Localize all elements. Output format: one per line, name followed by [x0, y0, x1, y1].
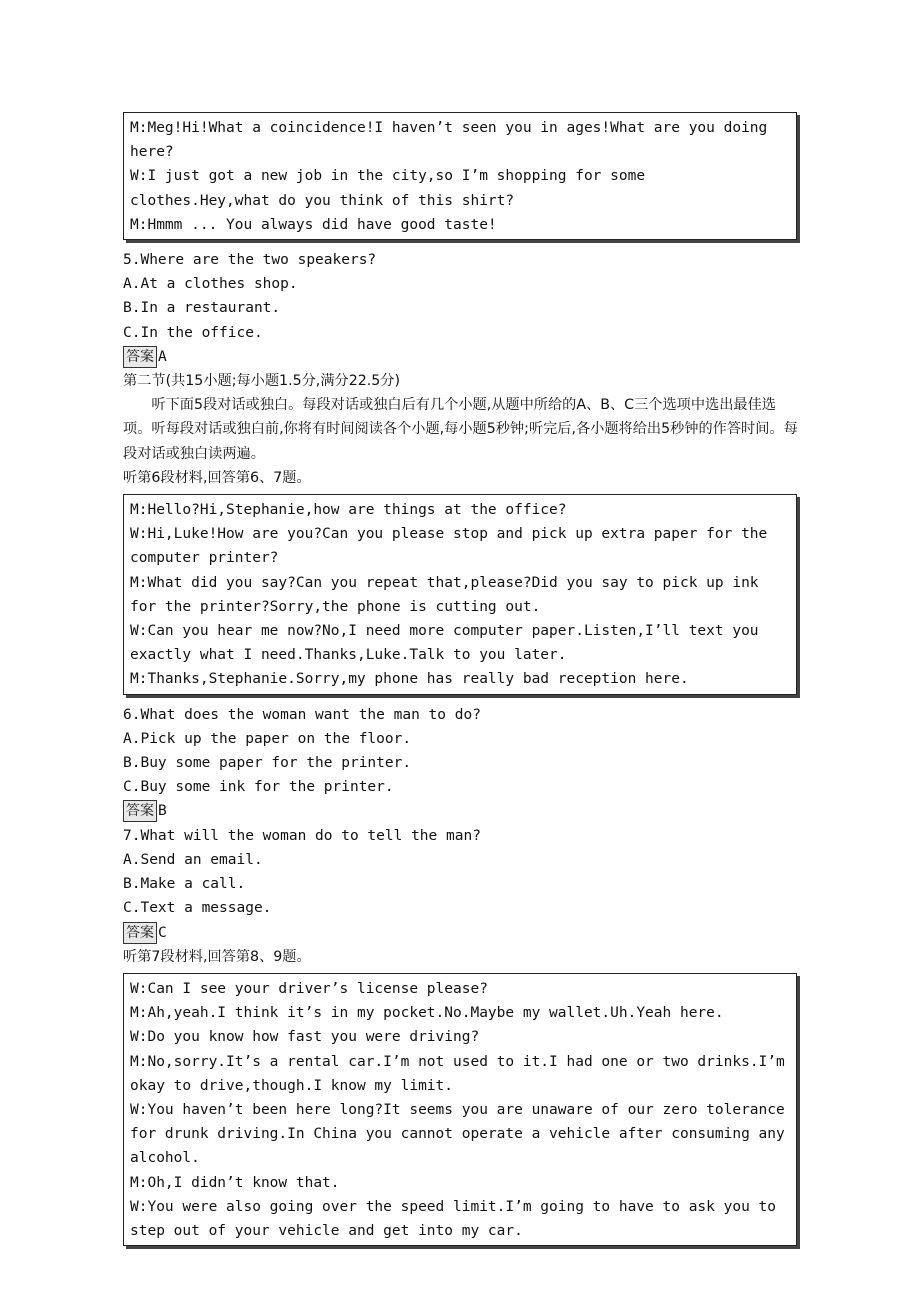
option-b: B.Buy some paper for the printer.: [123, 755, 412, 772]
option-b: B.Make a call.: [123, 876, 246, 893]
answer-row: [123, 345, 803, 369]
option-a: A.Pick up the paper on the floor.: [123, 730, 412, 747]
dialog-line: W:Can you hear me now?No,I need more computer paper.Listen,I’ll text you exactly what I need.Thanks,Luke.Talk to you later.: [130, 623, 768, 664]
answer-value: B: [158, 803, 167, 820]
dialog-line: W:Can I see your driver’s license please?: [130, 980, 488, 997]
dialog-box-1: [123, 112, 797, 240]
question-text: 7.What will the woman do to tell the man?: [123, 827, 481, 844]
option-a: A.At a clothes shop.: [123, 276, 298, 293]
section-title: 第二节(共15小题;每小题1.5分,满分22.5分): [123, 373, 401, 390]
dialog-line: W:I just got a new job in the city,so I’m shopping for some clothes.Hey,what do you think of this shirt?: [130, 168, 654, 209]
option-b: B.In a restaurant.: [123, 300, 281, 317]
dialog-line: W:Do you know how fast you were driving?: [130, 1029, 480, 1046]
answer-label: 答案: [123, 800, 157, 822]
question-7: [123, 824, 803, 945]
option-c: C.Text a message.: [123, 900, 272, 917]
answer-value: A: [158, 348, 167, 365]
dialog-box-6: [123, 494, 797, 695]
dialog-box-7: [123, 973, 797, 1246]
material-heading: 听第6段材料,回答第6、7题。: [123, 469, 311, 486]
section-instructions: 听下面5段对话或独白。每段对话或独白后有几个小题,从题中所给的A、B、C三个选项中选出最佳选项。听每段对话或独白前,你将有时间阅读各个小题,每小题5秒钟;听完后,各小题将给出5秒钟的作答时间。每段对话或独白读两遍。: [123, 397, 798, 462]
material-heading: 听第7段材料,回答第8、9题。: [123, 948, 311, 965]
dialog-line: M:Oh,I didn’t know that.: [130, 1174, 340, 1191]
dialog-line: W:You were also going over the speed limit.I’m going to have to ask you to step out of your vehicle and get into my car.: [130, 1198, 785, 1239]
option-c: C.In the office.: [123, 324, 263, 341]
dialog-line: M:Hmmm ... You always did have good taste!: [130, 216, 497, 233]
dialog-line: M:Thanks,Stephanie.Sorry,my phone has really bad reception here.: [130, 671, 689, 688]
dialog-line: W:You haven’t been here long?It seems you are unaware of our zero tolerance for drunk driving.In China you cannot operate a vehicle after consuming any alcohol.: [130, 1101, 794, 1167]
option-c: C.Buy some ink for the printer.: [123, 779, 394, 796]
answer-row: [123, 799, 803, 823]
option-a: A.Send an email.: [123, 851, 263, 868]
dialog-line: M:Meg!Hi!What a coincidence!I haven’t seen you in ages!What are you doing here?: [130, 120, 777, 161]
dialog-line: W:Hi,Luke!How are you?Can you please stop and pick up extra paper for the computer printer?: [130, 526, 777, 567]
answer-row: [123, 921, 803, 945]
question-6: [123, 703, 803, 824]
dialog-line: M:Hello?Hi,Stephanie,how are things at the office?: [130, 502, 567, 519]
dialog-line: M:What did you say?Can you repeat that,please?Did you say to pick up ink for the printer?Sorry,the phone is cutting out.: [130, 574, 768, 615]
dialog-line: M:No,sorry.It’s a rental car.I’m not used to it.I had one or two drinks.I’m okay to drive,though.I know my limit.: [130, 1053, 794, 1094]
exam-page: [123, 112, 803, 1254]
question-text: 6.What does the woman want the man to do?: [123, 706, 481, 723]
question-5: [123, 248, 803, 369]
question-text: 5.Where are the two speakers?: [123, 252, 377, 269]
answer-label: 答案: [123, 346, 157, 368]
dialog-line: M:Ah,yeah.I think it’s in my pocket.No.Maybe my wallet.Uh.Yeah here.: [130, 1005, 724, 1022]
answer-label: 答案: [123, 922, 157, 944]
answer-value: C: [158, 924, 167, 941]
